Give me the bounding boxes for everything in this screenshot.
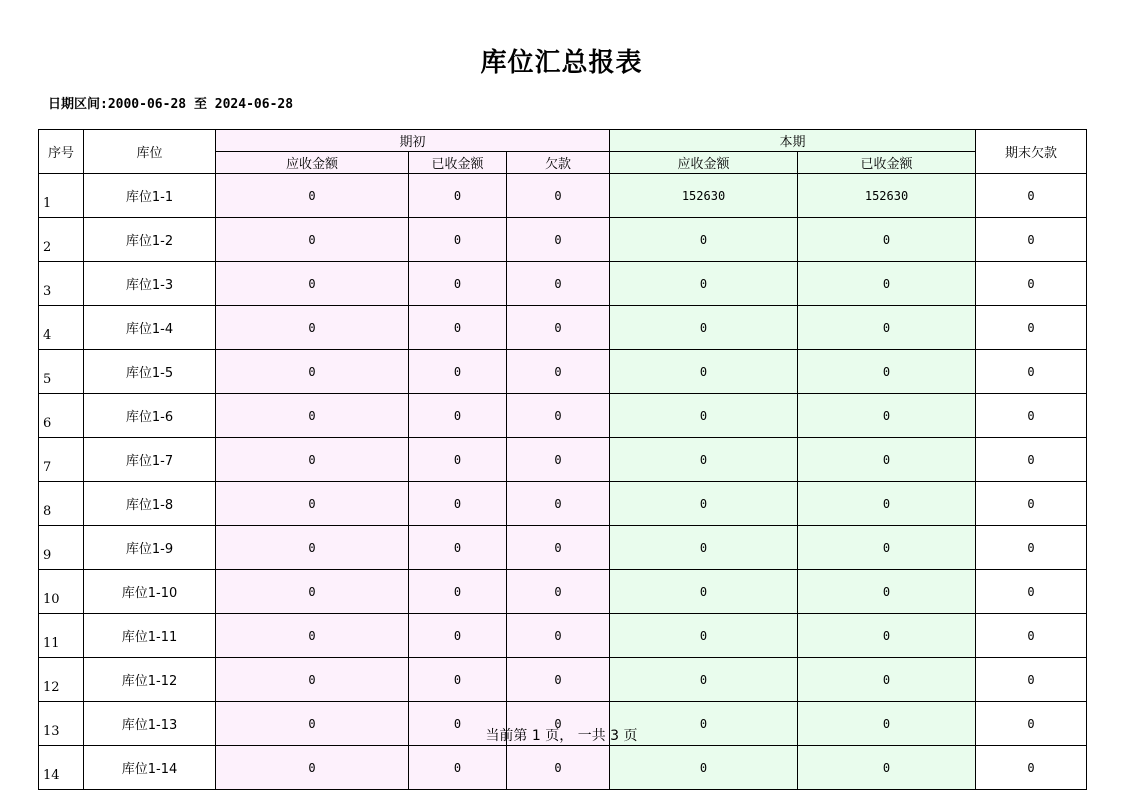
cell-ending-owed: 0 <box>976 218 1087 262</box>
table-row <box>39 746 1087 790</box>
cell-opening-receivable: 0 <box>216 438 409 482</box>
pagination-prefix: 当前第 <box>485 728 528 744</box>
table-row <box>39 570 1087 614</box>
cell-location: 库位1-6 <box>84 394 216 438</box>
cell-index: 2 <box>39 218 84 262</box>
cell-ending-owed: 0 <box>976 482 1087 526</box>
cell-location: 库位1-1 <box>84 174 216 218</box>
cell-opening-receivable: 0 <box>216 526 409 570</box>
cell-index: 6 <box>39 394 84 438</box>
table-row <box>39 526 1087 570</box>
cell-index: 5 <box>39 350 84 394</box>
cell-ending-owed: 0 <box>976 350 1087 394</box>
cell-index: 3 <box>39 262 84 306</box>
cell-location: 库位1-9 <box>84 526 216 570</box>
cell-ending-owed: 0 <box>976 658 1087 702</box>
header-location: 库位 <box>84 130 216 174</box>
cell-ending-owed: 0 <box>976 614 1087 658</box>
cell-index: 8 <box>39 482 84 526</box>
pagination <box>0 725 1123 745</box>
cell-current-received: 0 <box>798 570 976 614</box>
cell-opening-received: 0 <box>409 702 507 746</box>
table-row <box>39 218 1087 262</box>
cell-opening-owed: 0 <box>507 350 610 394</box>
cell-location: 库位1-3 <box>84 262 216 306</box>
cell-location: 库位1-4 <box>84 306 216 350</box>
header-index: 序号 <box>39 130 84 174</box>
pagination-total-prefix: 一共 <box>577 728 606 744</box>
cell-current-receivable: 0 <box>610 306 798 350</box>
header-opening-group: 期初 <box>216 130 610 152</box>
cell-ending-owed: 0 <box>976 174 1087 218</box>
cell-location: 库位1-12 <box>84 658 216 702</box>
cell-current-receivable: 0 <box>610 526 798 570</box>
table-row <box>39 394 1087 438</box>
summary-table <box>38 129 1087 790</box>
cell-opening-received: 0 <box>409 614 507 658</box>
cell-opening-received: 0 <box>409 570 507 614</box>
cell-index: 9 <box>39 526 84 570</box>
cell-opening-received: 0 <box>409 306 507 350</box>
cell-opening-received: 0 <box>409 350 507 394</box>
cell-opening-receivable: 0 <box>216 218 409 262</box>
cell-opening-received: 0 <box>409 174 507 218</box>
table-row <box>39 438 1087 482</box>
cell-location: 库位1-7 <box>84 438 216 482</box>
pagination-suffix: 页 <box>623 728 638 744</box>
cell-location: 库位1-11 <box>84 614 216 658</box>
cell-opening-owed: 0 <box>507 306 610 350</box>
cell-opening-received: 0 <box>409 394 507 438</box>
cell-opening-received: 0 <box>409 218 507 262</box>
cell-opening-owed: 0 <box>507 614 610 658</box>
cell-current-received: 0 <box>798 614 976 658</box>
cell-current-received: 0 <box>798 482 976 526</box>
cell-opening-owed: 0 <box>507 570 610 614</box>
cell-location: 库位1-2 <box>84 218 216 262</box>
cell-opening-owed: 0 <box>507 482 610 526</box>
cell-current-receivable: 0 <box>610 482 798 526</box>
table-body <box>39 174 1087 790</box>
cell-ending-owed: 0 <box>976 438 1087 482</box>
cell-current-receivable: 0 <box>610 614 798 658</box>
cell-index: 10 <box>39 570 84 614</box>
pagination-mid: 页， <box>545 728 574 744</box>
table-row <box>39 262 1087 306</box>
date-from: 2000-06-28 <box>107 97 187 112</box>
cell-opening-receivable: 0 <box>216 306 409 350</box>
cell-opening-receivable: 0 <box>216 394 409 438</box>
cell-index: 13 <box>39 702 84 746</box>
cell-opening-owed: 0 <box>507 658 610 702</box>
report-title: 库位汇总报表 <box>480 48 643 78</box>
cell-current-received: 0 <box>798 438 976 482</box>
header-opening-receivable: 应收金额 <box>216 152 409 174</box>
cell-current-receivable: 152630 <box>610 174 798 218</box>
cell-opening-owed: 0 <box>507 746 610 790</box>
cell-current-received: 0 <box>798 218 976 262</box>
cell-opening-owed: 0 <box>507 174 610 218</box>
cell-current-received: 0 <box>798 746 976 790</box>
cell-opening-owed: 0 <box>507 526 610 570</box>
cell-current-receivable: 0 <box>610 350 798 394</box>
cell-current-received: 152630 <box>798 174 976 218</box>
cell-location: 库位1-10 <box>84 570 216 614</box>
cell-opening-owed: 0 <box>507 218 610 262</box>
cell-location: 库位1-14 <box>84 746 216 790</box>
cell-current-receivable: 0 <box>610 394 798 438</box>
cell-opening-receivable: 0 <box>216 702 409 746</box>
cell-opening-receivable: 0 <box>216 746 409 790</box>
cell-current-receivable: 0 <box>610 658 798 702</box>
cell-ending-owed: 0 <box>976 262 1087 306</box>
cell-current-receivable: 0 <box>610 438 798 482</box>
cell-current-received: 0 <box>798 702 976 746</box>
cell-index: 7 <box>39 438 84 482</box>
cell-current-received: 0 <box>798 350 976 394</box>
date-range <box>48 93 293 112</box>
header-current-group: 本期 <box>610 130 976 152</box>
cell-index: 12 <box>39 658 84 702</box>
cell-opening-owed: 0 <box>507 394 610 438</box>
header-opening-received: 已收金额 <box>409 152 507 174</box>
cell-index: 1 <box>39 174 84 218</box>
cell-opening-received: 0 <box>409 262 507 306</box>
cell-opening-received: 0 <box>409 438 507 482</box>
cell-opening-received: 0 <box>409 746 507 790</box>
cell-current-received: 0 <box>798 306 976 350</box>
date-to: 2024-06-28 <box>214 97 294 112</box>
cell-current-received: 0 <box>798 526 976 570</box>
cell-index: 4 <box>39 306 84 350</box>
cell-current-received: 0 <box>798 658 976 702</box>
cell-index: 14 <box>39 746 84 790</box>
cell-opening-receivable: 0 <box>216 658 409 702</box>
cell-location: 库位1-13 <box>84 702 216 746</box>
header-opening-owed: 欠款 <box>507 152 610 174</box>
cell-ending-owed: 0 <box>976 526 1087 570</box>
cell-current-receivable: 0 <box>610 218 798 262</box>
cell-ending-owed: 0 <box>976 306 1087 350</box>
header-ending-owed: 期末欠款 <box>976 130 1087 174</box>
date-range-label: 日期区间: <box>48 97 108 112</box>
header-current-received: 已收金额 <box>798 152 976 174</box>
cell-current-receivable: 0 <box>610 570 798 614</box>
cell-current-received: 0 <box>798 394 976 438</box>
cell-opening-receivable: 0 <box>216 350 409 394</box>
cell-opening-received: 0 <box>409 526 507 570</box>
table-row <box>39 658 1087 702</box>
cell-opening-receivable: 0 <box>216 570 409 614</box>
cell-ending-owed: 0 <box>976 394 1087 438</box>
table-row <box>39 174 1087 218</box>
cell-index: 11 <box>39 614 84 658</box>
cell-opening-received: 0 <box>409 658 507 702</box>
table-row <box>39 306 1087 350</box>
table-row <box>39 482 1087 526</box>
cell-opening-owed: 0 <box>507 438 610 482</box>
cell-location: 库位1-8 <box>84 482 216 526</box>
cell-current-receivable: 0 <box>610 702 798 746</box>
cell-ending-owed: 0 <box>976 570 1087 614</box>
cell-opening-receivable: 0 <box>216 482 409 526</box>
cell-opening-receivable: 0 <box>216 614 409 658</box>
cell-opening-received: 0 <box>409 482 507 526</box>
cell-opening-owed: 0 <box>507 702 610 746</box>
cell-current-received: 0 <box>798 262 976 306</box>
cell-opening-receivable: 0 <box>216 174 409 218</box>
date-separator: 至 <box>193 97 207 112</box>
table-row <box>39 350 1087 394</box>
cell-ending-owed: 0 <box>976 702 1087 746</box>
cell-opening-receivable: 0 <box>216 262 409 306</box>
pagination-current-page: 1 <box>531 728 541 744</box>
cell-location: 库位1-5 <box>84 350 216 394</box>
cell-opening-owed: 0 <box>507 262 610 306</box>
cell-ending-owed: 0 <box>976 746 1087 790</box>
pagination-total-pages: 3 <box>610 728 620 744</box>
cell-current-receivable: 0 <box>610 746 798 790</box>
header-current-receivable: 应收金额 <box>610 152 798 174</box>
cell-current-receivable: 0 <box>610 262 798 306</box>
table-row <box>39 614 1087 658</box>
